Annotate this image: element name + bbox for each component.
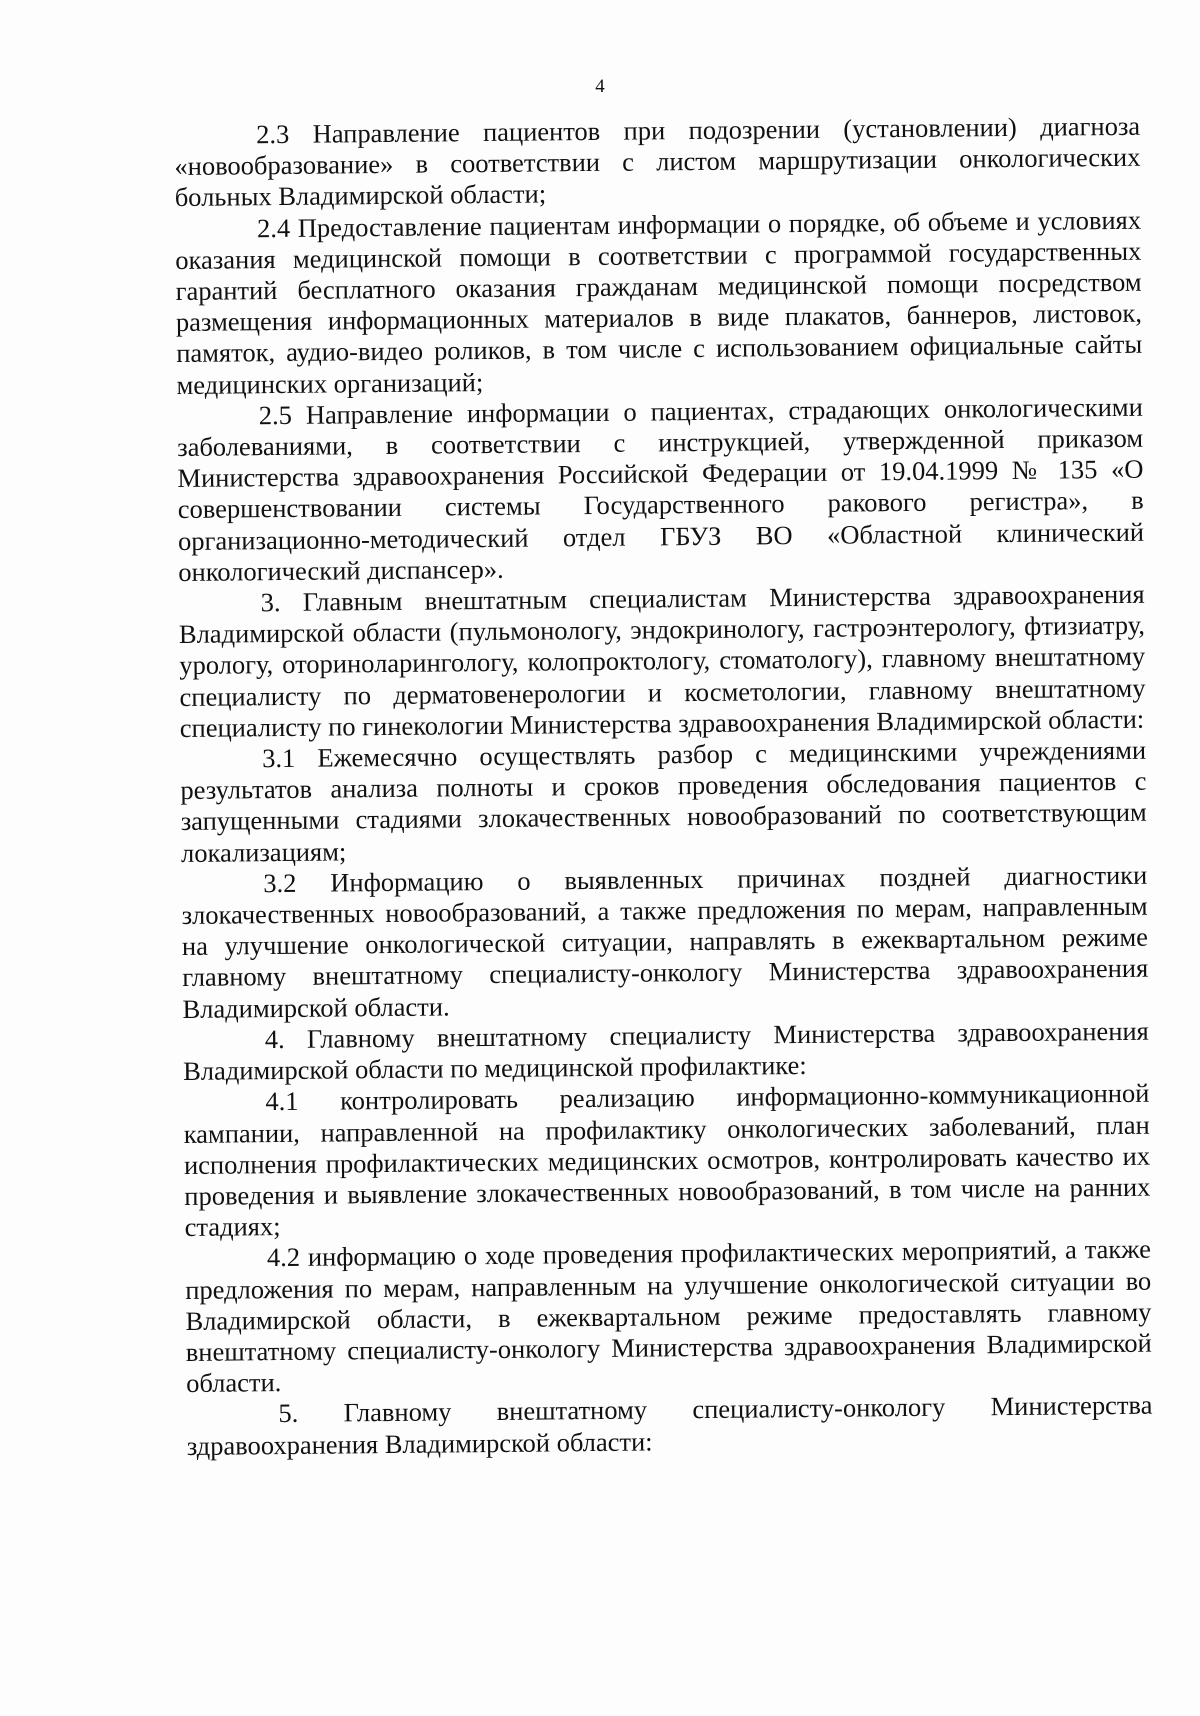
- paragraph-2-3: 2.3 Направление пациентов при подозрении (установлении) диагноза «новообразование» в соответствии с листом маршрутизации онкологических больных Владимирской области;: [174, 110, 1141, 213]
- paragraph-4-2: 4.2 информацию о ходе проведения профилактических мероприятий, а также предложения по мерам, направленным на улучшение онкологической ситуации во Владимирской области, в ежеквартальном режиме предоставлять главному внештатному специалисту-онкологу Министерства здравоохранения Владимирской области.: [185, 1233, 1152, 1399]
- page-number: 4: [595, 76, 605, 97]
- paragraph-4-1: 4.1 контролировать реализацию информационно-коммуникационной кампании, направленной на профилактику онкологических заболеваний, план исполнения профилактических медицинских осмотров, контролировать качество их проведения и выявление злокачественных новообразований, в том числе на ранних стадиях;: [183, 1077, 1151, 1243]
- paragraph-2-4: 2.4 Предоставление пациентам информации о порядке, об объеме и условиях оказания медицинской помощи в соответствии с программой государственных гарантий бесплатного оказания гражданам медицинской помощи посредством размещения информационных материалов в виде плакатов, баннеров, листовок, памяток, аудио-видео роликов, в том числе с использованием официальные сайты медицинских организаций;: [175, 204, 1143, 400]
- paragraph-5: 5. Главному внештатному специалисту-онкологу Министерства здравоохранения Владимирской области:: [186, 1389, 1153, 1461]
- document-body: [174, 111, 1153, 1462]
- paragraph-4: 4. Главному внештатному специалисту Министерства здравоохранения Владимирской области по медицинской профилактике:: [182, 1015, 1149, 1087]
- paragraph-2-5: 2.5 Направление информации о пациентах, страдающих онкологическими заболеваниями, в соответствии с инструкцией, утвержденной приказом Министерства здравоохранения Российской Федерации от 19.04.1999 № 135 «О совершенствовании системы Государственного ракового регистра», в организационно-методический отдел ГБУЗ ВО «Областной клинический онкологический диспансер».: [176, 391, 1145, 587]
- paragraph-3-2: 3.2 Информацию о выявленных причинах поздней диагностики злокачественных новообразований, а также предложения по мерам, направленным на улучшение онкологической ситуации, направлять в ежеквартальном режиме главному внештатному специалисту-онкологу Министерства здравоохранения Владимирской области.: [181, 859, 1149, 1024]
- paragraph-3: 3. Главным внештатным специалистам Министерства здравоохранения Владимирской области (пульмонологу, эндокринологу, гастроэнтерологу, фтизиатру, урологу, оториноларингологу, колопроктологу, стоматологу), главному внештатному специалисту по дерматовенерологии и косметологии, главному внештатному специалисту по гинекологии Министерства здравоохранения Владимирской области:: [178, 578, 1146, 743]
- paragraph-3-1: 3.1 Ежемесячно осуществлять разбор с медицинскими учреждениями результатов анализа полноты и сроков проведения обследования пациентов с запущенными стадиями злокачественных новообразований по соответствующим локализациям;: [180, 734, 1147, 868]
